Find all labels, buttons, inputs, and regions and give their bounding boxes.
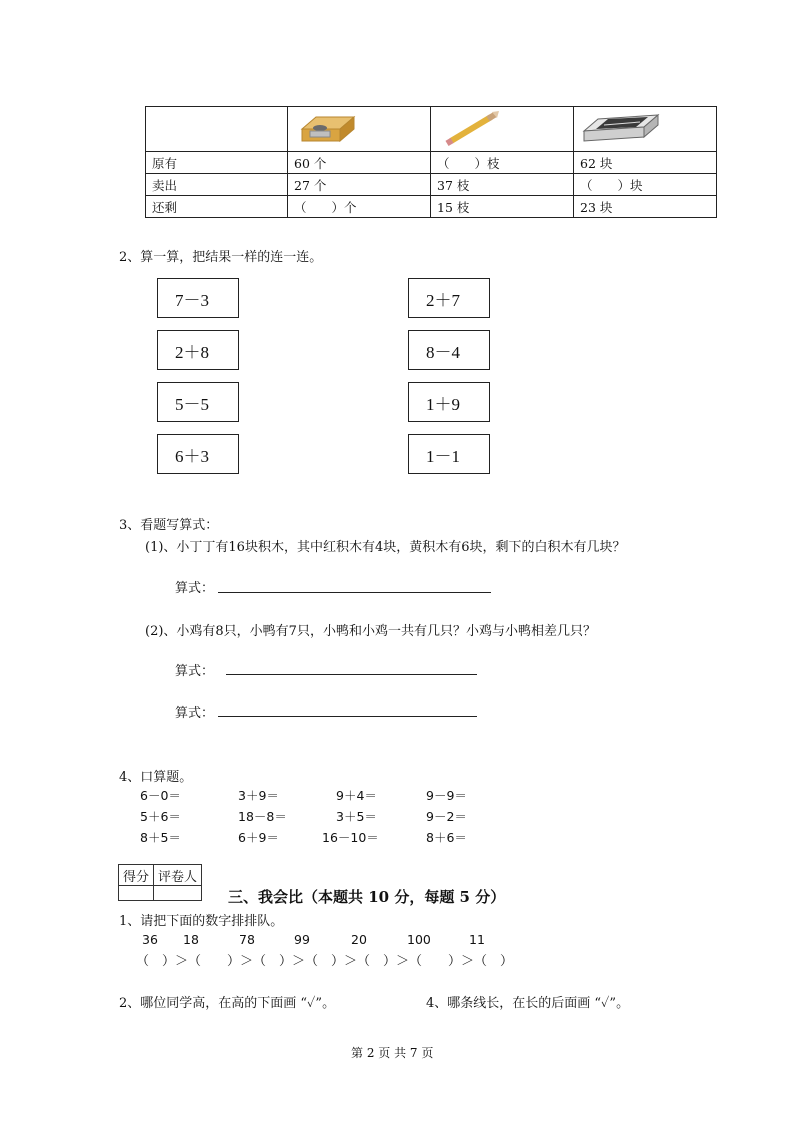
score-label: 得分 [119,865,154,886]
number-item: 99 [294,932,310,947]
score-cell[interactable] [119,886,154,901]
table-cell[interactable]: （ ）个 [288,196,431,218]
formula-label: 算式： [175,664,215,679]
calc-item: 8＋5＝ [140,830,181,845]
match-box-left[interactable] [157,382,239,422]
number-item: 100 [407,932,431,947]
number-item: 18 [183,932,199,947]
table-row [146,152,717,174]
section-3-question-1: 1、请把下面的数字排排队。 [119,914,284,929]
calc-item: 8＋6＝ [426,830,467,845]
pencil-sharpener-icon [288,107,431,152]
row-label: 卖出 [146,174,288,196]
table-cell: 37 枝 [431,174,574,196]
eraser-icon [574,107,717,152]
number-item: 11 [469,932,485,947]
calc-item: 18－8＝ [238,809,287,824]
calc-item: 6＋9＝ [238,830,279,845]
page-footer: 第 2 页 共 7 页 [351,1046,434,1060]
section-3-title: 三、我会比（本题共 10 分，每题 5 分） [228,888,506,906]
answer-line[interactable] [226,674,477,675]
calc-item: 9－9＝ [426,788,467,803]
calc-item: 3＋9＝ [238,788,279,803]
table-cell: 60 个 [288,152,431,174]
expression: 7－3 [175,291,209,310]
match-box-left[interactable] [157,278,239,318]
pencil-icon [431,107,574,152]
expression: 1－1 [426,447,460,466]
table-corner-cell [146,107,288,152]
calc-item: 3＋5＝ [336,809,377,824]
expression: 1＋9 [426,395,460,414]
match-box-right[interactable] [408,330,490,370]
question-3-part-1: (1)、小丁丁有16块积木，其中红积木有4块，黄积木有6块，剩下的白积木有几块？ [145,540,626,555]
expression: 8－4 [426,343,460,362]
calc-item: 9－2＝ [426,809,467,824]
table-cell: 62 块 [574,152,717,174]
grading-box [118,864,202,901]
match-box-left[interactable] [157,330,239,370]
expression: 2＋8 [175,343,209,362]
number-item: 78 [239,932,255,947]
table-cell: 15 枝 [431,196,574,218]
match-box-right[interactable] [408,434,490,474]
number-item: 20 [351,932,367,947]
section-3-question-4: 4、哪条线长，在长的后面画 “✓”。 [426,996,630,1011]
inventory-table [145,106,717,218]
answer-line[interactable] [218,716,477,717]
row-label: 还剩 [146,196,288,218]
table-row [146,174,717,196]
table-cell: 23 块 [574,196,717,218]
ordering-blanks[interactable]: （ ）＞（ ）＞（ ）＞（ ）＞（ ）＞（ ）＞（ ） [136,954,514,969]
formula-label: 算式： [175,706,215,721]
grader-label: 评卷人 [154,865,202,886]
calc-item: 6－0＝ [140,788,181,803]
question-4-title: 4、口算题。 [119,770,193,785]
table-row [146,196,717,218]
question-2-title: 2、算一算，把结果一样的连一连。 [119,250,323,265]
match-box-left[interactable] [157,434,239,474]
answer-line[interactable] [218,592,491,593]
formula-label: 算式： [175,581,215,596]
table-cell[interactable]: （ ）枝 [431,152,574,174]
calc-item: 16－10＝ [322,830,379,845]
number-item: 36 [142,932,158,947]
question-3-part-2: (2)、小鸡有8只，小鸭有7只，小鸭和小鸡一共有几只？小鸡与小鸭相差几只？ [145,624,596,639]
table-header-row [146,107,717,152]
row-label: 原有 [146,152,288,174]
match-box-right[interactable] [408,278,490,318]
grader-cell[interactable] [154,886,202,901]
table-cell: 27 个 [288,174,431,196]
expression: 6＋3 [175,447,209,466]
table-cell[interactable]: （ ）块 [574,174,717,196]
expression: 5－5 [175,395,209,414]
calc-item: 5＋6＝ [140,809,181,824]
expression: 2＋7 [426,291,460,310]
question-3-title: 3、看题写算式： [119,518,219,533]
calc-item: 9＋4＝ [336,788,377,803]
section-3-question-2: 2、哪位同学高，在高的下面画 “✓”。 [119,996,336,1011]
match-box-right[interactable] [408,382,490,422]
